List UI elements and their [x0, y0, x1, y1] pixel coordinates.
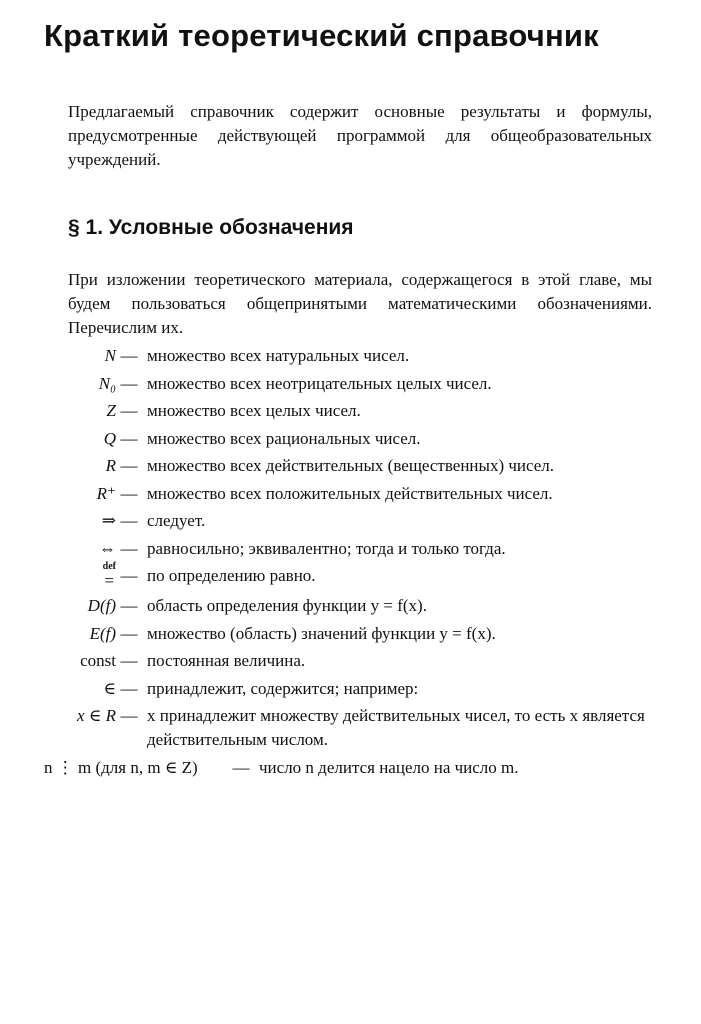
notation-dash: —	[120, 373, 138, 393]
notation-description: число n делится нацело на число m.	[259, 758, 519, 777]
notation-symbol: N	[104, 346, 116, 365]
notation-description: следует.	[147, 511, 206, 530]
notation-dash: —	[120, 428, 138, 448]
notation-dash: —	[120, 401, 138, 420]
notation-dash: —	[120, 483, 138, 503]
section-intro-paragraph: При изложении теоретического материала, содержащегося в этой главе, мы будем пользоваться общепринятыми математическими обозначениями. Перечислим их.	[68, 270, 652, 337]
notation-symbol: D(f)	[87, 596, 116, 615]
definition-symbol	[103, 560, 116, 588]
notation-dash: —	[120, 596, 138, 615]
notation-dash: —	[120, 678, 138, 698]
notation-description: множество всех целых чисел.	[147, 401, 361, 420]
notation-dash: —	[120, 511, 138, 530]
notation-symbol: N₀	[98, 373, 116, 393]
notation-dash: —	[120, 623, 138, 643]
notation-row-reals	[0, 454, 701, 482]
notation-description: принадлежит, содержится; например:	[147, 678, 419, 698]
notation-dash: —	[120, 456, 138, 475]
notation-row-divisibility	[0, 756, 701, 784]
notation-row-integers	[0, 399, 701, 427]
notation-dash: —	[120, 651, 138, 670]
notation-row-rationals	[0, 427, 701, 455]
notation-symbol: E(f)	[89, 623, 116, 643]
notation-row-element-of	[0, 677, 701, 705]
notation-dash: —	[120, 538, 138, 558]
definition-symbol-equals: =	[104, 571, 115, 590]
notation-row-domain	[0, 594, 701, 622]
notation-dash: —	[120, 346, 138, 365]
section-title: § 1. Условные обозначения	[68, 216, 354, 239]
notation-description: множество всех действительных (вещественных) чисел.	[147, 456, 555, 475]
notation-row-definition	[0, 561, 701, 594]
notation-symbol: x ∈ R	[76, 706, 116, 725]
notation-symbol: Z	[106, 401, 116, 420]
notation-dash: —	[120, 566, 138, 585]
notation-description: множество всех натуральных чисел.	[147, 346, 410, 365]
notation-description: по определению равно.	[147, 566, 316, 585]
notation-dash: —	[232, 758, 250, 777]
intro-paragraph: Предлагаемый справочник содержит основные результаты и формулы, предусмотренные действующей программой для общеобразовательных учреждений.	[68, 102, 652, 169]
equivalence-symbol: ⇔	[99, 538, 116, 558]
notation-row-x-in-r	[0, 704, 701, 756]
notation-row-naturals	[0, 344, 701, 372]
notation-row-range	[0, 622, 701, 650]
document-title: Краткий теоретический справочник	[44, 18, 599, 53]
divisibility-symbol: n ⋮ m (для n, m ∈ Z)	[44, 758, 198, 777]
notation-row-implies	[0, 509, 701, 537]
notation-description: постоянная величина.	[147, 651, 306, 670]
notation-row-nonnegative-integers	[0, 372, 701, 400]
notation-symbol: const	[80, 651, 116, 670]
notation-description: x принадлежит множеству действительных чисел, то есть x является действительным числом.	[147, 706, 645, 749]
notation-symbol: R	[105, 456, 116, 475]
notation-row-const	[0, 649, 701, 677]
notation-dash: —	[120, 706, 138, 725]
notation-description: множество (область) значений функции y = f(x).	[147, 623, 496, 643]
element-of-symbol: ∈	[103, 678, 116, 698]
notation-row-positive-reals	[0, 482, 701, 510]
notation-symbol: R⁺	[96, 483, 116, 503]
notation-description: область определения функции y = f(x).	[147, 596, 427, 615]
notation-description: множество всех неотрицательных целых чисел.	[147, 373, 492, 393]
notation-symbol: Q	[103, 428, 116, 448]
notation-list	[0, 344, 701, 784]
definition-symbol-top: def	[102, 561, 116, 572]
notation-description: множество всех рациональных чисел.	[147, 428, 421, 448]
notation-description: множество всех положительных действительных чисел.	[147, 483, 553, 503]
notation-description: равносильно; эквивалентно; тогда и только тогда.	[147, 538, 506, 558]
implies-symbol: ⇒	[101, 511, 116, 530]
